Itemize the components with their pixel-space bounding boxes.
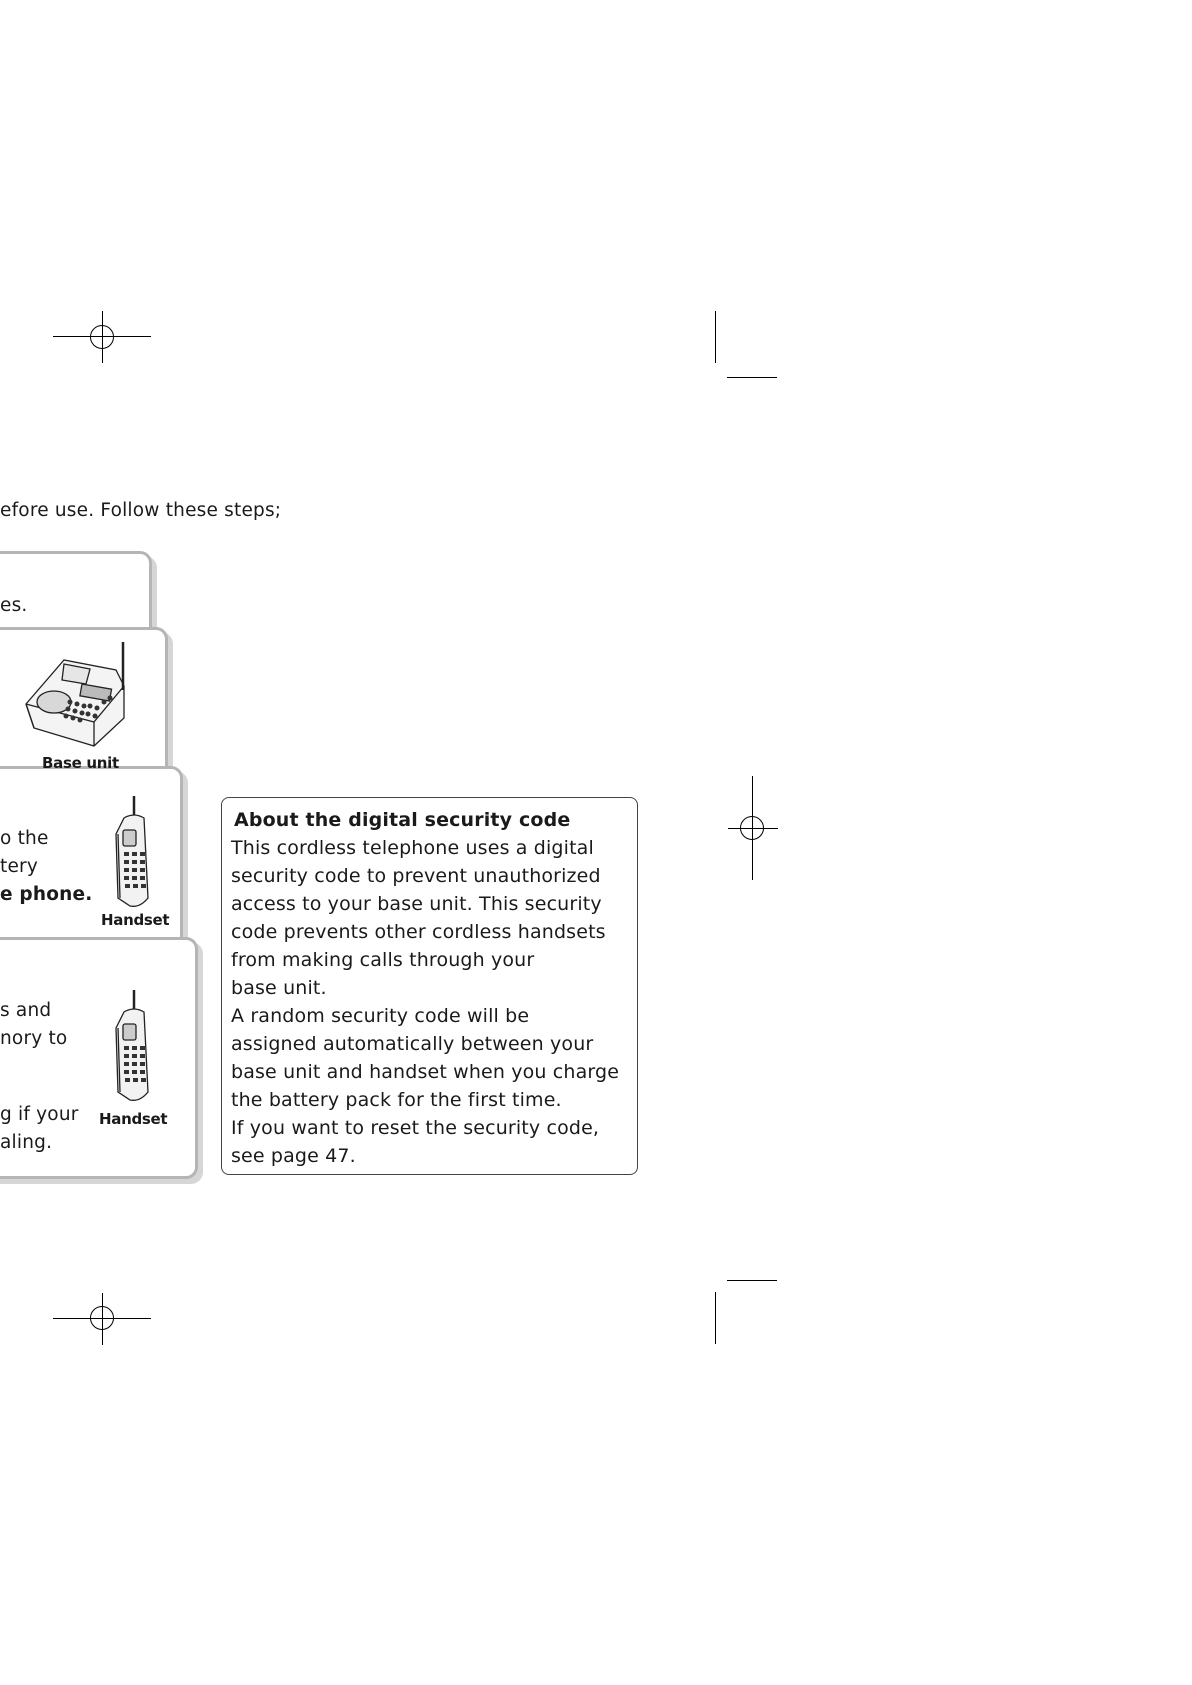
base-unit-illustration (20, 640, 135, 750)
handset-illustration-2 (112, 988, 152, 1104)
step-4-line-4: g if your (0, 1104, 79, 1125)
security-code-line-12: see page 47. (231, 1145, 356, 1167)
step-4-line-2: nory to (0, 1028, 68, 1049)
security-code-line-6: base unit. (231, 977, 327, 999)
intro-text: efore use. Follow these steps; (0, 500, 282, 521)
security-code-line-4: code prevents other cordless handsets (231, 921, 606, 943)
handset-caption-1: Handset (101, 911, 170, 929)
handset-illustration-1 (112, 794, 152, 910)
security-code-line-7: A random security code will be (231, 1005, 530, 1027)
security-code-box (221, 797, 638, 1175)
security-code-line-10: the battery pack for the first time. (231, 1089, 562, 1111)
security-code-line-5: from making calls through your (231, 949, 535, 971)
handset-caption-2: Handset (99, 1110, 168, 1128)
security-code-line-11: If you want to reset the security code, (231, 1117, 600, 1139)
step-3-line-1: o the (0, 828, 49, 849)
security-code-title: About the digital security code (234, 809, 571, 831)
step-1-line: es. (0, 595, 28, 616)
step-3-line-3: e phone. (0, 884, 93, 905)
base-unit-caption: Base unit (42, 754, 119, 772)
step-4-line-1: s and (0, 1000, 52, 1021)
security-code-line-2: security code to prevent unauthorized (231, 865, 601, 887)
security-code-line-3: access to your base unit. This security (231, 893, 602, 915)
security-code-line-9: base unit and handset when you charge (231, 1061, 620, 1083)
step-3-line-2: tery (0, 856, 38, 877)
security-code-line-1: This cordless telephone uses a digital (231, 837, 594, 859)
security-code-line-8: assigned automatically between your (231, 1033, 594, 1055)
step-4-line-5: aling. (0, 1132, 53, 1153)
